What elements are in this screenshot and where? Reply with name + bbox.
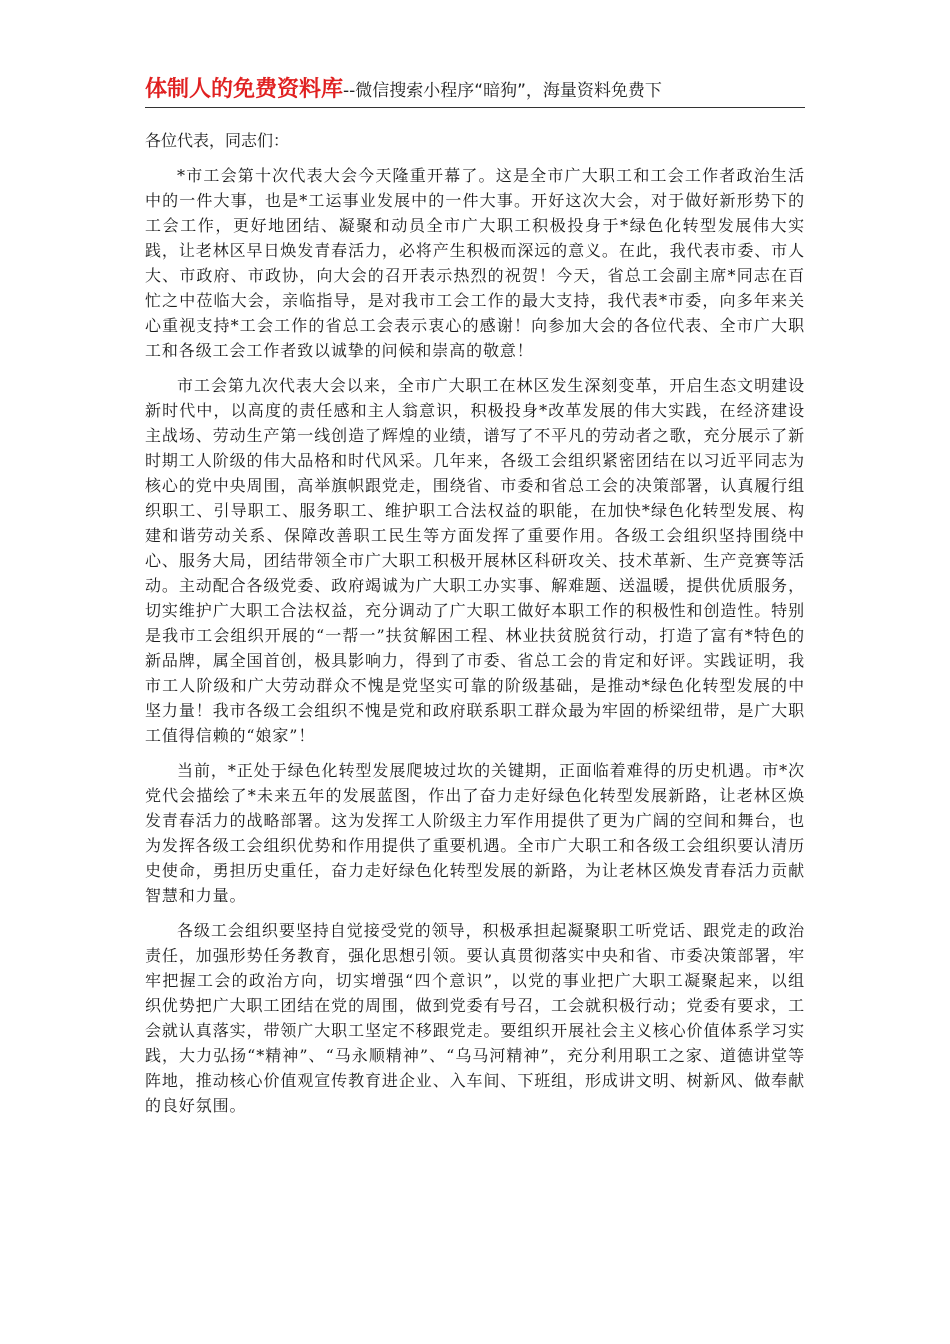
paragraph-4: 各级工会组织要坚持自觉接受党的领导，积极承担起凝聚职工听党话、跟党走的政治责任，加强形势任务教育，强化思想引领。要认真贯彻落实中央和省、市委决策部署，牢牢把握工会的政治方向，切实增强“四个意识”，以党的事业把广大职工凝聚起来，以组织优势把广大职工团结在党的周围，做到党委有号召，工会就积极行动；党委有要求，工会就认真落实，带领广大职工坚定不移跟党走。要组织开展社会主义核心价值体系学习实践，大力弘扬“*精神”、“马永顺精神”、“乌马河精神”，充分利用职工之家、道德讲堂等阵地，推动核心价值观宣传教育进企业、入车间、下班组，形成讲文明、树新风、做奉献的良好氛围。	[145, 921, 805, 1115]
paragraph-3: 当前，*正处于绿色化转型发展爬坡过坎的关键期，正面临着难得的历史机遇。市*次党代会描绘了*未来五年的发展蓝图，作出了奋力走好绿色化转型发展新路，让老林区焕发青春活力的战略部署。这为发挥工人阶级主力军作用提供了更为广阔的空间和舞台，也为发挥各级工会组织优势和作用提供了重要机遇。全市广大职工和各级工会组织要认清历史使命，勇担历史重任，奋力走好绿色化转型发展的新路，为让老林区焕发青春活力贡献智慧和力量。	[145, 761, 805, 905]
document-body	[145, 128, 805, 1128]
paragraph-2: 市工会第九次代表大会以来，全市广大职工在林区发生深刻变革，开启生态文明建设新时代中，以高度的责任感和主人翁意识，积极投身*改革发展的伟大实践，在经济建设主战场、劳动生产第一线创造了辉煌的业绩，谱写了不平凡的劳动者之歌，充分展示了新时期工人阶级的伟大品格和时代风采。几年来，各级工会组织紧密团结在以习近平同志为核心的党中央周围，高举旗帜跟党走，围绕省、市委和省总工会的决策部署，认真履行组织职工、引导职工、服务职工、维护职工合法权益的职能，在加快*绿色化转型发展、构建和谐劳动关系、保障改善职工民生等方面发挥了重要作用。各级工会组织坚持围绕中心、服务大局，团结带领全市广大职工积极开展林区科研攻关、技术革新、生产竞赛等活动。主动配合各级党委、政府竭诚为广大职工办实事、解难题、送温暖，提供优质服务，切实维护广大职工合法权益，充分调动了广大职工做好本职工作的积极性和创造性。特别是我市工会组织开展的“一帮一”扶贫解困工程、林业扶贫脱贫行动，打造了富有*特色的新品牌，属全国首创，极具影响力，得到了市委、省总工会的肯定和好评。实践证明，我市工人阶级和广大劳动群众不愧是党坚实可靠的阶级基础，是推动*绿色化转型发展的中坚力量！我市各级工会组织不愧是党和政府联系职工群众最为牢固的桥梁纽带，是广大职工值得信赖的“娘家”！	[145, 376, 805, 745]
header-brand: 体制人的免费资料库	[145, 77, 344, 102]
salutation: 各位代表，同志们：	[145, 131, 290, 150]
header-tagline: --微信搜索小程序“暗狗”，海量资料免费下	[343, 81, 662, 101]
paragraph-1: *市工会第十次代表大会今天隆重开幕了。这是全市广大职工和工会工作者政治生活中的一件大事，也是*工运事业发展中的一件大事。开好这次大会，对于做好新形势下的工会工作，更好地团结、凝聚和动员全市广大职工积极投身于*绿色化转型发展伟大实践，让老林区早日焕发青春活力，必将产生积极而深远的意义。在此，我代表市委、市人大、市政府、市政协，向大会的召开表示热烈的祝贺！今天，省总工会副主席*同志在百忙之中莅临大会，亲临指导，是对我市工会工作的最大支持，我代表*市委，向多年来关心重视支持*工会工作的省总工会表示衷心的感谢！向参加大会的各位代表、全市广大职工和各级工会工作者致以诚挚的问候和崇高的敬意！	[145, 166, 805, 360]
page-header	[145, 72, 805, 108]
